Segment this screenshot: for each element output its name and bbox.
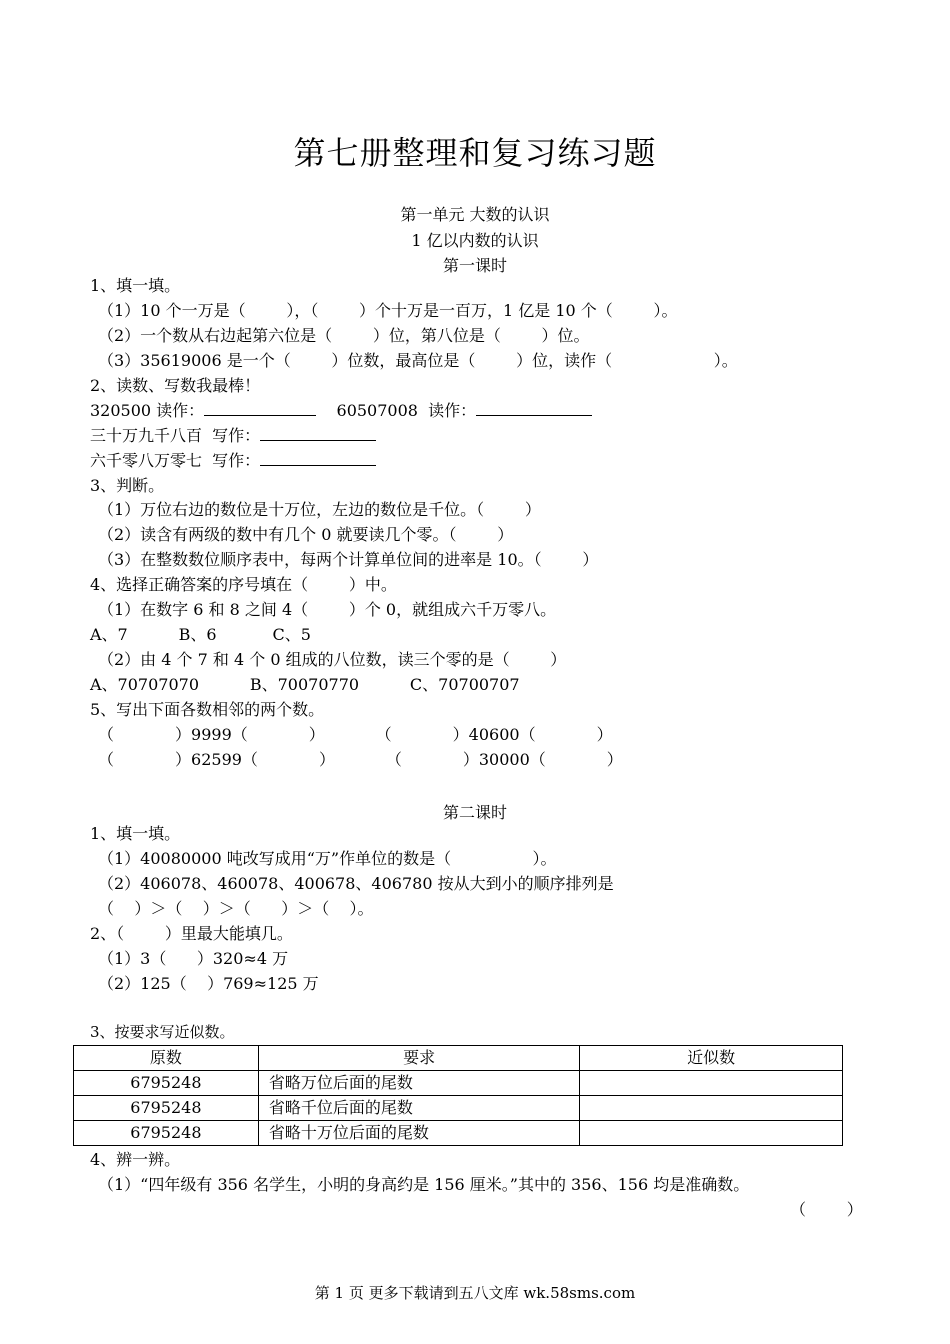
- table-cell: 6795248: [74, 1071, 259, 1096]
- table-cell: 省略十万位后面的尾数: [258, 1121, 580, 1146]
- answer-cell[interactable]: [580, 1071, 843, 1096]
- question-2-row3: [90, 451, 376, 471]
- question-5-row2: （ ）62599（ ） （ ）30000（ ）: [98, 750, 623, 769]
- question-4-1: （1）在数字 6 和 8 之间 4（ ）个 0，就组成六千万零八。: [98, 600, 557, 619]
- question-3-3: （3）在整数数位顺序表中，每两个计算单位间的进率是 10。（ ）: [98, 550, 599, 569]
- answer-blank[interactable]: [260, 426, 376, 441]
- table-row: [74, 1096, 843, 1121]
- question-1-2: （2）一个数从右边起第六位是（ ）位，第八位是（ ）位。: [98, 326, 590, 345]
- section-heading: 1 亿以内数的认识: [411, 231, 539, 250]
- l2-question-1-3: （ ）＞（ ）＞（ ）＞（ ）。: [98, 899, 374, 918]
- table-header: 原数: [74, 1046, 259, 1071]
- question-4: 4、选择正确答案的序号填在（ ）中。: [90, 575, 397, 594]
- l2-question-1-2: （2）406078、460078、400678、406780 按从大到小的顺序排列是: [98, 874, 614, 893]
- approximation-table: [73, 1045, 843, 1146]
- answer-blank[interactable]: [476, 401, 592, 416]
- question-2b-label: 60507008 读作：: [336, 401, 477, 420]
- question-1-3: （3）35619006 是一个（ ）位数，最高位是（ ）位，读作（ ）。: [98, 351, 738, 370]
- lesson1-heading: 第一课时: [442, 256, 507, 275]
- table-cell: 6795248: [74, 1096, 259, 1121]
- table-cell: 省略千位后面的尾数: [258, 1096, 580, 1121]
- question-2d-label: 六千零八万零七 写作：: [90, 451, 261, 470]
- answer-cell[interactable]: [580, 1096, 843, 1121]
- question-4-2-options: A、70707070 B、70070770 C、70700707: [90, 675, 520, 694]
- table-row: [74, 1121, 843, 1146]
- table-row: [74, 1071, 843, 1096]
- l2-question-2-2: （2）125（ ）769≈125 万: [98, 974, 319, 993]
- table-cell: 6795248: [74, 1121, 259, 1146]
- question-1: 1、填一填。: [90, 276, 181, 295]
- table-header: 要求: [258, 1046, 580, 1071]
- l2-question-4-1-blank: （ ）: [790, 1200, 863, 1219]
- question-4-2: （2）由 4 个 7 和 4 个 0 组成的八位数，读三个零的是（ ）: [98, 650, 567, 669]
- question-3: 3、判断。: [90, 476, 165, 495]
- answer-cell[interactable]: [580, 1121, 843, 1146]
- page-footer: 第 1 页 更多下载请到五八文库 wk.58sms.com: [314, 1284, 636, 1302]
- question-5: 5、写出下面各数相邻的两个数。: [90, 700, 325, 719]
- page-title: 第七册整理和复习练习题: [293, 134, 657, 172]
- l2-question-1: 1、填一填。: [90, 824, 181, 843]
- question-2-row2: [90, 426, 376, 446]
- question-2a-label: 320500 读作：: [90, 401, 205, 420]
- question-1-1: （1）10 个一万是（ ），（ ）个十万是一百万，1 亿是 10 个（ ）。: [98, 301, 678, 320]
- l2-question-1-1: （1）40080000 吨改写成用“万”作单位的数是（ ）。: [98, 849, 557, 868]
- l2-question-2: 2、（ ）里最大能填几。: [90, 924, 293, 943]
- l2-question-3: 3、按要求写近似数。: [90, 1023, 235, 1041]
- l2-question-4: 4、辨一辨。: [90, 1150, 181, 1169]
- lesson2-heading: 第二课时: [442, 803, 507, 822]
- table-cell: 省略万位后面的尾数: [258, 1071, 580, 1096]
- question-2c-label: 三十万九千八百 写作：: [90, 426, 261, 445]
- table-header-row: [74, 1046, 843, 1071]
- table-header: 近似数: [580, 1046, 843, 1071]
- question-2-row1: [90, 401, 592, 421]
- question-2: 2、读数、写数我最棒！: [90, 376, 261, 395]
- question-4-1-options: A、7 B、6 C、5: [90, 625, 311, 644]
- l2-question-2-1: （1）3（ ）320≈4 万: [98, 949, 289, 968]
- answer-blank[interactable]: [260, 451, 376, 466]
- question-3-2: （2）读含有两级的数中有几个 0 就要读几个零。（ ）: [98, 525, 514, 544]
- l2-question-4-1: （1）“四年级有 356 名学生，小明的身高约是 156 厘米。”其中的 356、156 均是准确数。: [98, 1175, 750, 1194]
- question-3-1: （1）万位右边的数位是十万位，左边的数位是千位。（ ）: [98, 500, 541, 519]
- question-5-row1: （ ）9999（ ） （ ）40600（ ）: [98, 725, 613, 744]
- unit-heading: 第一单元 大数的认识: [400, 205, 550, 224]
- answer-blank[interactable]: [204, 401, 316, 416]
